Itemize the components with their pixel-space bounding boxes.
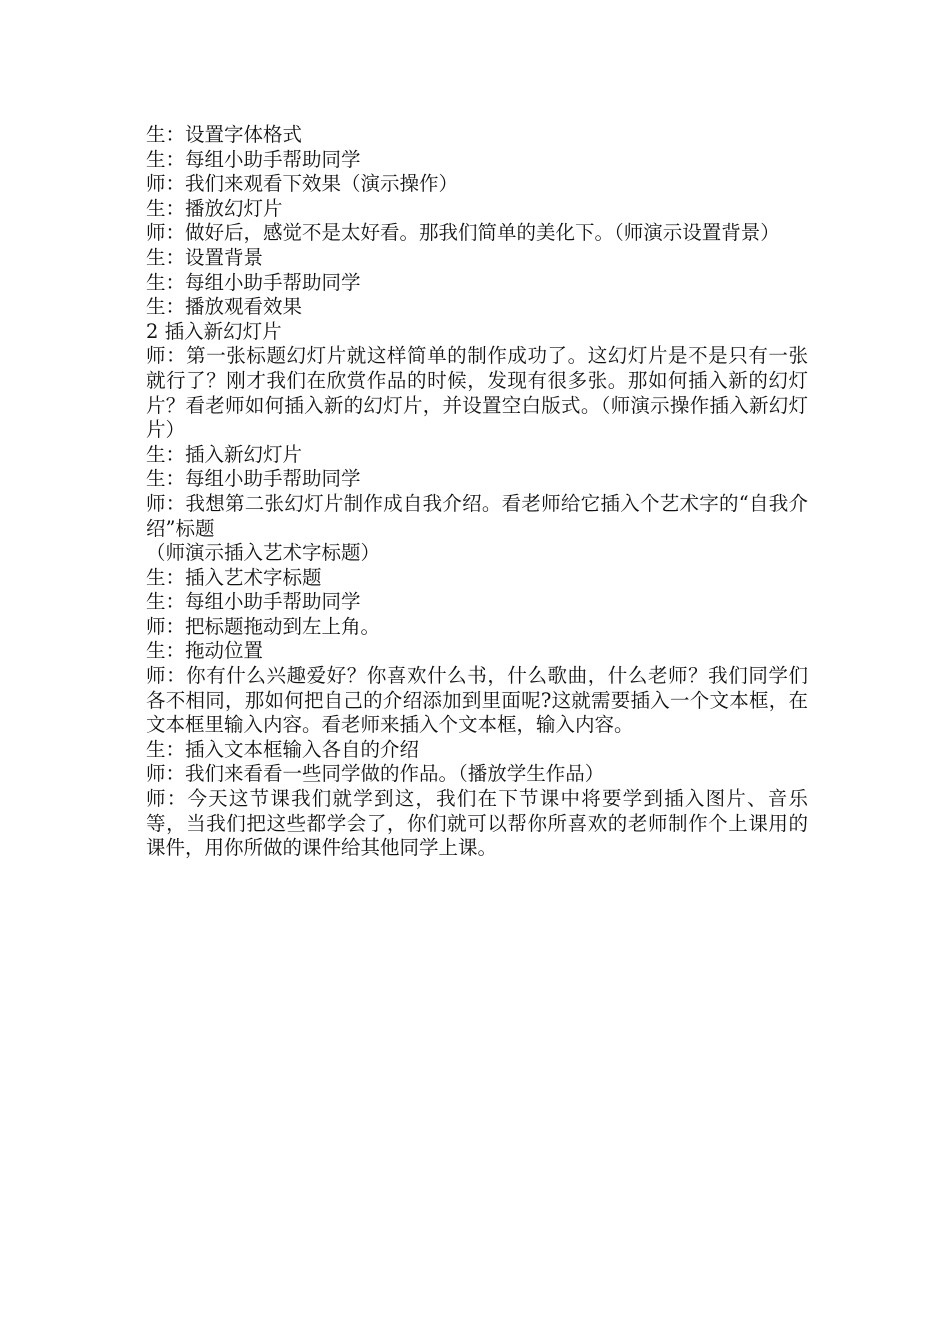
dialogue-line: 生：每组小助手帮助同学 bbox=[146, 270, 361, 294]
document-body bbox=[146, 123, 808, 861]
dialogue-line: 生：播放幻灯片 bbox=[146, 196, 283, 220]
dialogue-line: 师：我们来看看一些同学做的作品。（播放学生作品） bbox=[146, 762, 605, 786]
dialogue-line: 生：拖动位置 bbox=[146, 639, 264, 663]
dialogue-line: 师：做好后，感觉不是太好看。那我们简单的美化下。（师演示设置背景） bbox=[146, 221, 780, 245]
dialogue-line: 师：你有什么兴趣爱好？你喜欢什么书，什么歌曲，什么老师？我们同学们各不相同，那如何把自己的介绍添加到里面呢?这就需要插入一个文本框，在文本框里输入内容。看老师来插入个文本框，输入内容。 bbox=[146, 664, 808, 737]
section-heading: 2 插入新幻灯片 bbox=[146, 319, 282, 343]
dialogue-line: 生：每组小助手帮助同学 bbox=[146, 147, 361, 171]
dialogue-line: 师：我想第二张幻灯片制作成自我介绍。看老师给它插入个艺术字的“自我介绍”标题 bbox=[146, 491, 808, 540]
dialogue-line: 生：插入文本框输入各自的介绍 bbox=[146, 737, 420, 761]
dialogue-line: 生：每组小助手帮助同学 bbox=[146, 590, 361, 614]
dialogue-line: 生：插入新幻灯片 bbox=[146, 442, 303, 466]
dialogue-line: 生：设置背景 bbox=[146, 245, 264, 269]
dialogue-line: 生：播放观看效果 bbox=[146, 295, 303, 319]
dialogue-line: 生：每组小助手帮助同学 bbox=[146, 467, 361, 491]
dialogue-line: 师：第一张标题幻灯片就这样简单的制作成功了。这幻灯片是不是只有一张就行了？刚才我们在欣赏作品的时候，发现有很多张。那如何插入新的幻灯片？看老师如何插入新的幻灯片，并设置空白版式。（师演示操作插入新幻灯片） bbox=[146, 344, 808, 442]
dialogue-line: 师：今天这节课我们就学到这，我们在下节课中将要学到插入图片、音乐等，当我们把这些都学会了，你们就可以帮你所喜欢的老师制作个上课用的课件，用你所做的课件给其他同学上课。 bbox=[146, 787, 808, 860]
dialogue-line: 生：插入艺术字标题 bbox=[146, 565, 322, 589]
dialogue-line: 师：我们来观看下效果（演示操作） bbox=[146, 172, 459, 196]
dialogue-line: 师：把标题拖动到左上角。 bbox=[146, 614, 381, 638]
dialogue-line: （师演示插入艺术字标题） bbox=[146, 541, 381, 565]
dialogue-line: 生：设置字体格式 bbox=[146, 123, 303, 146]
